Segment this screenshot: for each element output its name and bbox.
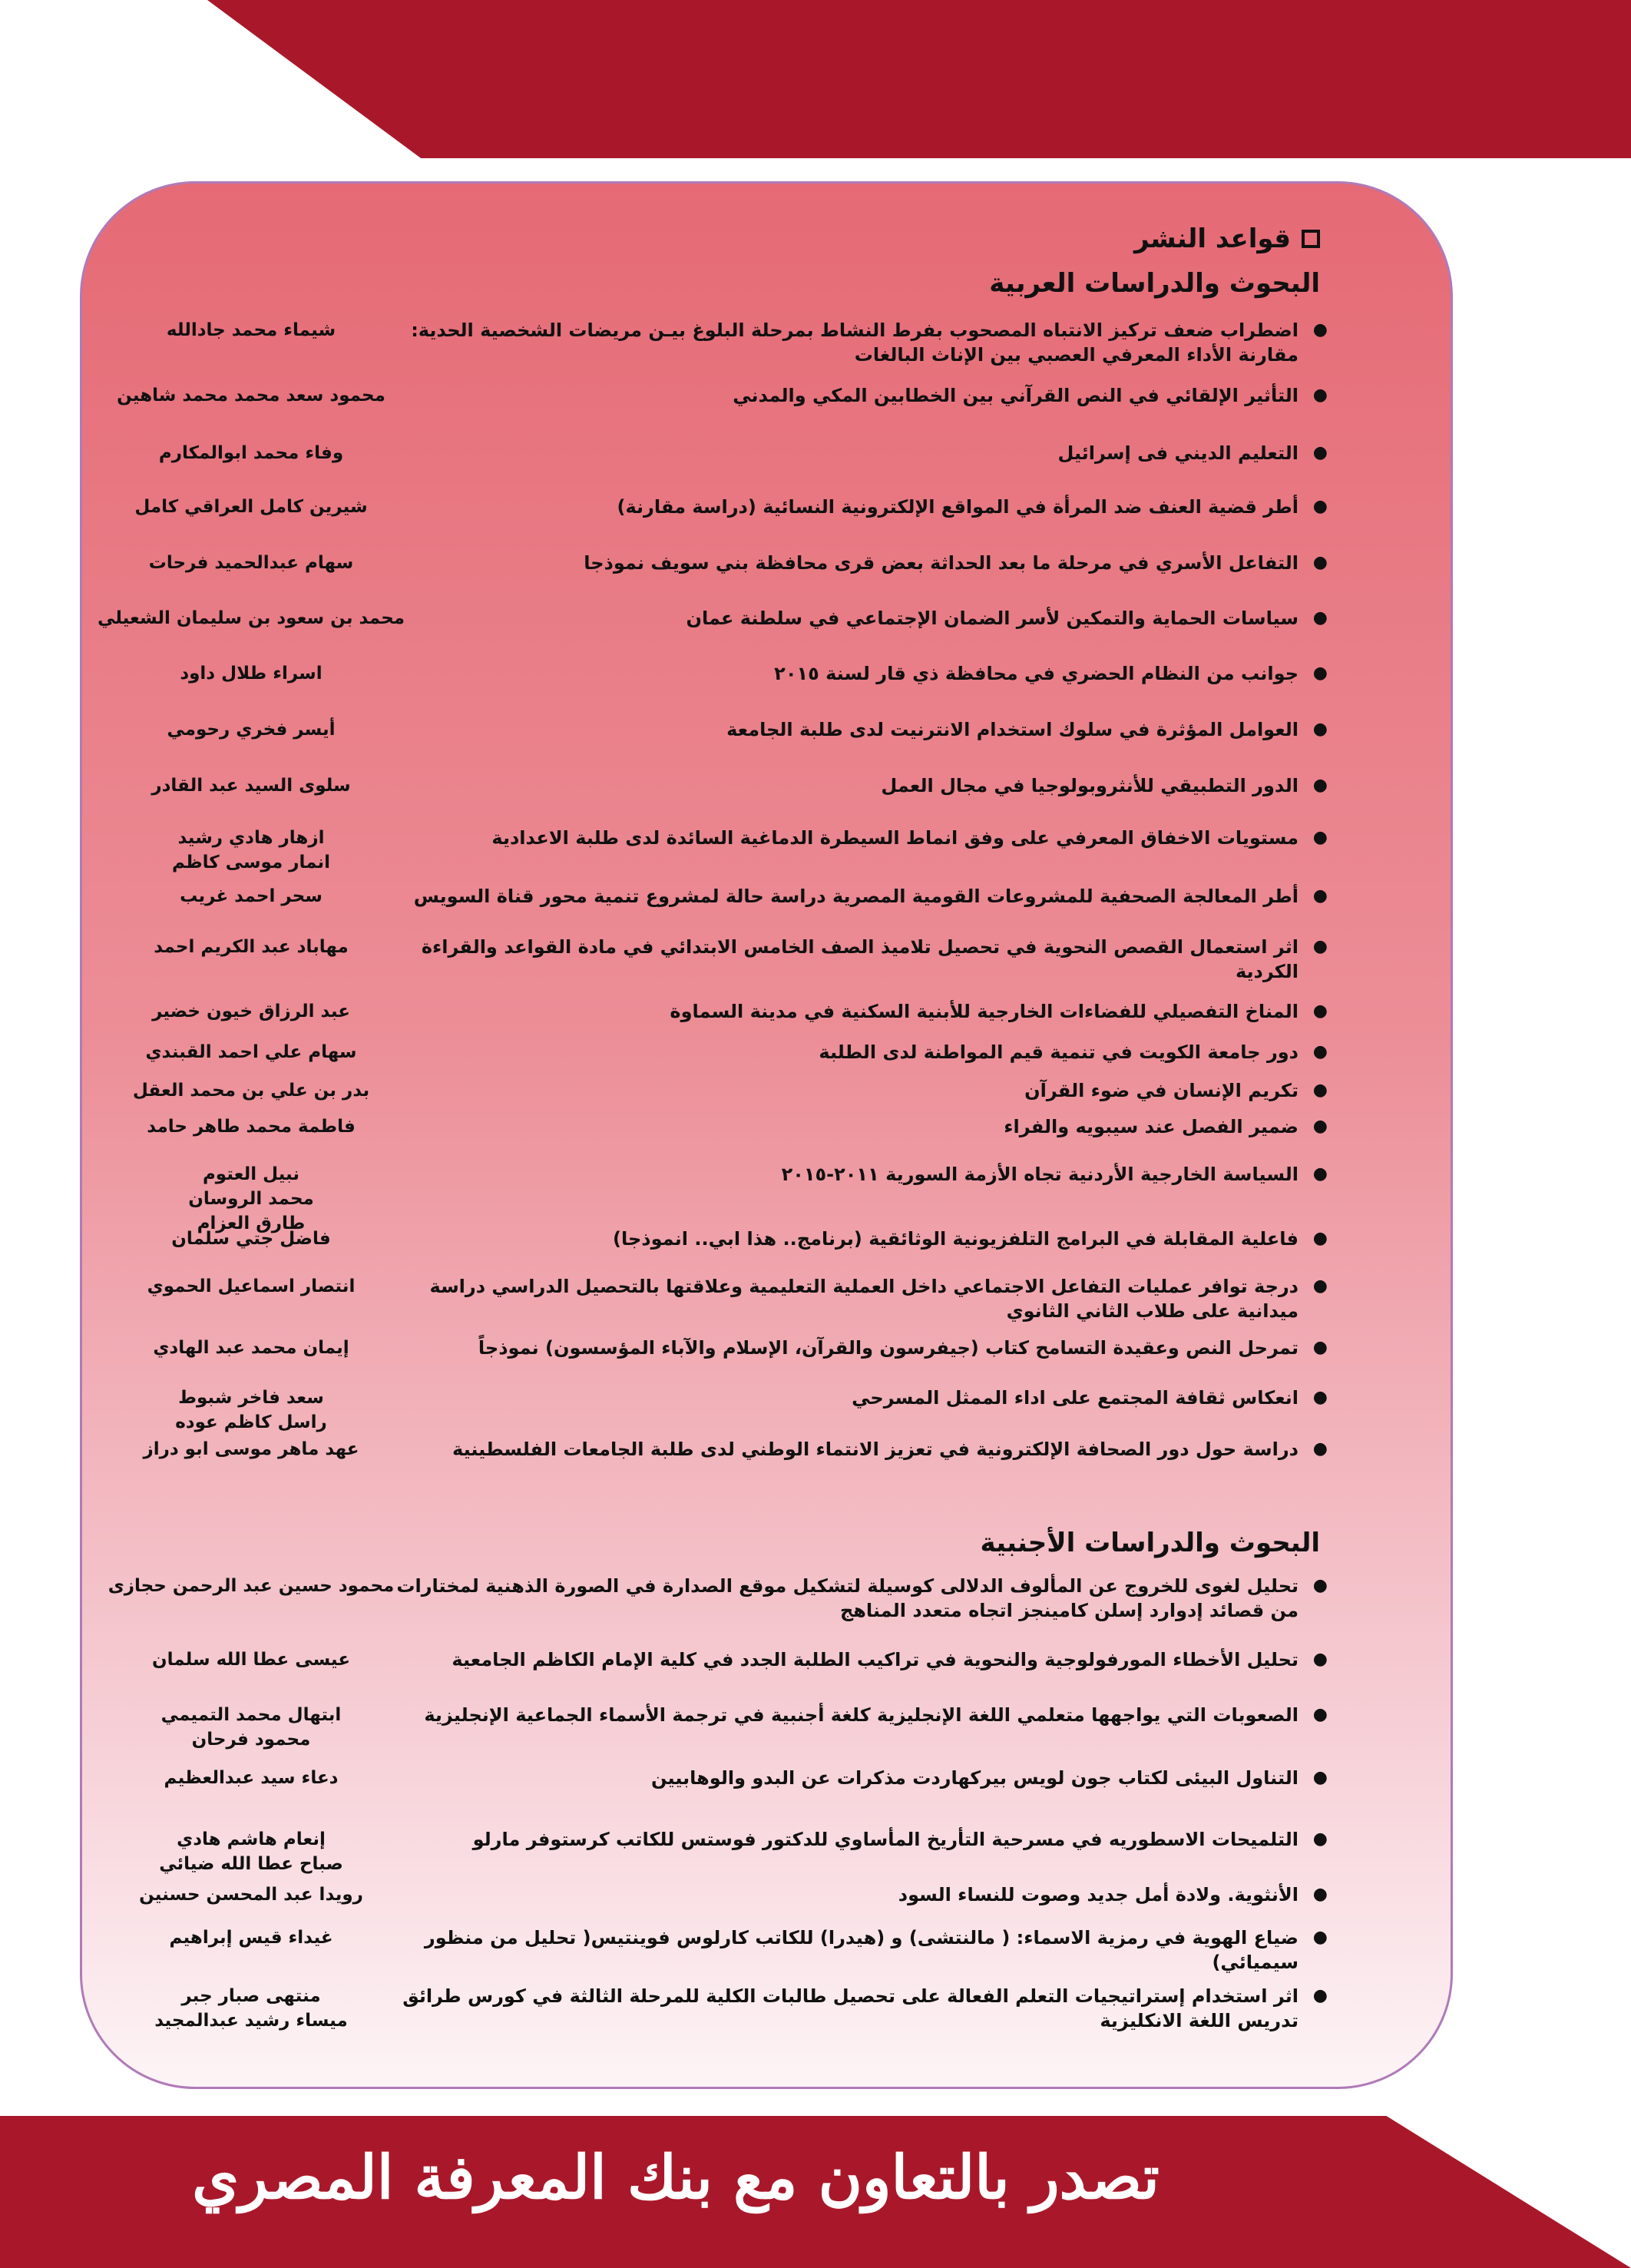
- research-author: نبيل العتوم محمد الروسان طارق العزام: [188, 1164, 314, 1233]
- research-title[interactable]: ● الدور التطبيقي للأنثروبولوجيا في مجال العمل: [387, 773, 1328, 798]
- research-title[interactable]: ● التعليم الديني فى إسرائيل: [387, 441, 1328, 465]
- publishing-rules-label: قواعد النشر: [1134, 223, 1291, 254]
- research-author: محمود حسين عبد الرحمن حجازى: [108, 1576, 395, 1596]
- research-title[interactable]: ● المناخ التفصيلي للفضاءات الخارجية للأبنية السكنية في مدينة السماوة: [387, 999, 1328, 1024]
- research-author: شيماء محمد جادالله: [166, 320, 336, 340]
- publishing-rules-link[interactable]: [1134, 223, 1320, 254]
- research-title[interactable]: ● العوامل المؤثرة في سلوك استخدام الانترنيت لدى طلبة الجامعة: [387, 717, 1328, 742]
- research-title[interactable]: ● دراسة حول دور الصحافة الإلكترونية في تعزيز الانتماء الوطني لدى طلبة الجامعات الفلسطينية: [387, 1437, 1328, 1462]
- research-title[interactable]: ● تحليل الأخطاء المورفولوجية والنحوية في تراكيب الطلبة الجدد في كلية الإمام الكاظم الجامعية: [387, 1647, 1328, 1672]
- research-author: غيداء قيس إبراهيم: [169, 1928, 333, 1948]
- research-title[interactable]: ● درجة توافر عمليات التفاعل الاجتماعي داخل العملية التعليمية وعلاقتها بالتحصيل الدراسي دراسة ميدانية على طلاب الثاني الثانوي: [387, 1274, 1328, 1323]
- research-author: إيمان محمد عبد الهادي: [153, 1338, 349, 1358]
- research-author: سلوى السيد عبد القادر: [151, 776, 351, 796]
- research-title[interactable]: ● تمرحل النص وعقيدة التسامح كتاب (جيفرسون والقرآن، الإسلام والآباء المؤسسون) نموذجاً: [387, 1336, 1328, 1360]
- content-card: [80, 181, 1453, 2089]
- foreign-section-title: البحوث والدراسات الأجنبية: [980, 1528, 1320, 1558]
- research-author: عيسى عطا الله سلمان: [151, 1650, 351, 1670]
- research-author: مهاباد عبد الكريم احمد: [154, 937, 349, 957]
- research-author: دعاء سيد عبدالعظيم: [164, 1768, 339, 1788]
- top-banner: [207, 0, 1631, 158]
- arabic-section-title: البحوث والدراسات العربية: [989, 268, 1320, 299]
- research-title[interactable]: ● التفاعل الأسري في مرحلة ما بعد الحداثة بعض قرى محافظة بني سويف نموذجا: [387, 551, 1328, 575]
- research-author: ابتهال محمد التميمي محمود فرحان: [160, 1705, 342, 1750]
- research-title[interactable]: ● السياسة الخارجية الأردنية تجاه الأزمة السورية ٢٠١١-٢٠١٥: [387, 1162, 1328, 1187]
- card-header: [1134, 223, 1320, 254]
- research-title[interactable]: ● سياسات الحماية والتمكين لأسر الضمان الإجتماعي في سلطنة عمان: [387, 606, 1328, 631]
- research-author: وفاء محمد ابوالمكارم: [158, 443, 344, 463]
- research-title[interactable]: ● أطر المعالجة الصحفية للمشروعات القومية المصرية دراسة حالة لمشروع تنمية محور قناة السويس: [387, 884, 1328, 909]
- research-author: ازهار هادي رشيد انمار موسى كاظم: [171, 828, 331, 872]
- research-title[interactable]: ● ضمير الفصل عند سيبويه والفراء: [387, 1114, 1328, 1139]
- research-author: اسراء طلال داود: [180, 664, 323, 684]
- research-title[interactable]: ● مستويات الاخفاق المعرفي على وفق انماط السيطرة الدماغية السائدة لدى طلبة الاعدادية: [387, 826, 1328, 850]
- research-author: إنعام هاشم هادي صباح عطا الله ضيائي: [159, 1829, 343, 1874]
- research-title[interactable]: ● ضياع الهوية في رمزية الاسماء: ( مالنتشى) و (هيدرا) للكاتب كارلوس فوينتيس( تحليل من منظور سيميائي): [387, 1925, 1328, 1975]
- research-author: منتهى صبار جبر ميساء رشيد عبدالمجيد: [154, 1986, 348, 2031]
- research-title[interactable]: ● أطر قضية العنف ضد المرأة في المواقع الإلكترونية النسائية (دراسة مقارنة): [387, 495, 1328, 519]
- research-title[interactable]: ● تحليل لغوى للخروج عن المألوف الدلالى كوسيلة لتشكيل موقع الصدارة في الصورة الذهنية لمختارات من قصائد إدوارد إسلن كامينجز اتجاه متعدد المناهج: [387, 1574, 1328, 1623]
- research-title[interactable]: ● فاعلية المقابلة في البرامج التلفزيونية الوثائقية (برنامج.. هذا ابي.. انموذجا): [387, 1227, 1328, 1251]
- research-title[interactable]: ● اضطراب ضعف تركيز الانتباه المصحوب بفرط النشاط بمرحلة البلوغ بيـن مريضات الشخصية الحدية: مقارنة الأداء المعرفي العصبي بين الإناث البالغات: [387, 318, 1328, 367]
- research-title[interactable]: ● الصعوبات التي يواجهها متعلمي اللغة الإنجليزية كلغة أجنبية في ترجمة الأسماء الجماعية الإنجليزية: [387, 1703, 1328, 1727]
- research-author: سحر احمد غريب: [180, 886, 323, 906]
- research-title[interactable]: ● الأنثوية. ولادة أمل جديد وصوت للنساء السود: [387, 1882, 1328, 1907]
- checkbox-icon: [1302, 230, 1320, 248]
- research-author: انتصار اسماعيل الحموي: [147, 1276, 356, 1296]
- research-author: محمود سعد محمد محمد شاهين: [117, 386, 385, 406]
- research-title[interactable]: ● اثر استعمال القصص النحوية في تحصيل تلاميذ الصف الخامس الابتدائي في مادة القواعد والقراءة الكردية: [387, 935, 1328, 984]
- research-title[interactable]: ● جوانب من النظام الحضري في محافظة ذي قار لسنة ٢٠١٥: [387, 661, 1328, 686]
- research-author: رويدا عبد المحسن حسنين: [139, 1885, 363, 1905]
- research-title[interactable]: ● التناول البيئى لكتاب جون لويس بيركهاردت مذكرات عن البدو والوهابيين: [387, 1766, 1328, 1790]
- research-title[interactable]: ● انعكاس ثقافة المجتمع على اداء الممثل المسرحي: [387, 1386, 1328, 1410]
- research-author: سهام عبدالحميد فرحات: [148, 553, 354, 573]
- research-author: محمد بن سعود بن سليمان الشعيلي: [97, 608, 405, 628]
- research-author: عهد ماهر موسى ابو دراز: [143, 1439, 359, 1459]
- footer-banner-text: تصدر بالتعاون مع بنك المعرفة المصري: [192, 2143, 1160, 2213]
- research-title[interactable]: ● دور جامعة الكويت في تنمية قيم المواطنة لدى الطلبة: [387, 1040, 1328, 1064]
- research-author: فاضل جتي سلمان: [171, 1229, 331, 1249]
- research-title[interactable]: ● اثر استخدام إستراتيجيات التعلم الفعالة على تحصيل طالبات الكلية للمرحلة الثالثة في كورس طرائق تدريس اللغة الانكليزية: [387, 1984, 1328, 2033]
- research-author: شيرين كامل العراقي كامل: [134, 497, 368, 517]
- research-title[interactable]: ● تكريم الإنسان في ضوء القرآن: [387, 1078, 1328, 1103]
- research-author: سهام علي احمد القبندي: [145, 1042, 357, 1062]
- research-author: عبد الرزاق خيون خضير: [152, 1002, 350, 1021]
- research-author: فاطمة محمد طاهر حامد: [147, 1117, 356, 1137]
- research-author: سعد فاخر شبوط راسل كاظم عوده: [175, 1388, 327, 1432]
- research-author: أيسر فخري رحومي: [167, 720, 336, 740]
- research-title[interactable]: ● التلميحات الاسطوريه في مسرحية التأريخ المأساوي للدكتور فوستس للكاتب كرستوفر مارلو: [387, 1827, 1328, 1852]
- research-author: بدر بن علي بن محمد العقل: [132, 1081, 370, 1101]
- research-title[interactable]: ● التأثير الإلقائي في النص القرآني بين الخطابين المكي والمدني: [387, 383, 1328, 408]
